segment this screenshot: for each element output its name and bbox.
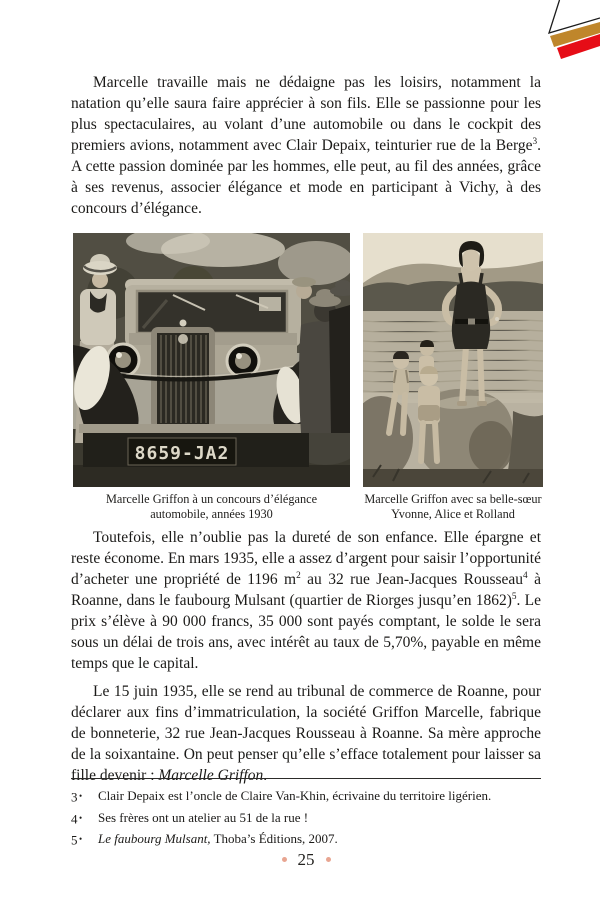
footnote-3 <box>71 786 541 808</box>
footnote-text <box>98 829 541 851</box>
paragraph-text: Le 15 juin 1935, elle se rend au tribunal de commerce de Roanne, pour déclarer aux fins d’immatriculation, la société Griffon Marcelle, fabrique de bonneterie, 32 rue Jean-Jacques Rousseau à Roanne. Sa mère approche de la soixantaine. On peut penser qu’elle s’efface totalement pour laisser sa fille devenir : <box>71 683 541 784</box>
photo-row <box>73 233 543 522</box>
footnotes-section <box>71 778 541 851</box>
caption-line: Marcelle Griffon avec sa belle-sœur <box>364 492 542 506</box>
corner-ribbon-decoration <box>530 0 600 70</box>
body-paragraph-2 <box>71 527 541 674</box>
footnote-4 <box>71 808 541 830</box>
photo-car-concours <box>73 233 350 487</box>
company-name-italic: Marcelle Griffon <box>158 767 264 784</box>
caption-line: automobile, années 1930 <box>150 507 273 521</box>
footnote-digit: 5 <box>71 832 78 848</box>
license-plate-text: 8659-JA2 <box>134 443 230 464</box>
footnote-text <box>98 786 541 808</box>
footnote-digit: 4 <box>71 811 78 826</box>
paragraph-text: . A cette passion dominée par les hommes, elle peut, au fil des années, grâce à ses revenus, associer élégance et mode en participant à Vichy, à des concours d’élégance. <box>71 137 541 217</box>
figure-car-concours <box>73 233 350 522</box>
photo-lake-family <box>363 233 543 487</box>
caption-line: Marcelle Griffon à un concours d’élégance <box>105 492 318 506</box>
footnote-plain-part: Clair Depaix est l’oncle de Claire Van-Khin, écrivaine du territoire ligérien. <box>98 788 492 803</box>
footnote-plain-part: Thoba’s Éditions, 2007. <box>210 831 338 846</box>
page-number-dot-right <box>326 857 331 862</box>
footnote-5 <box>71 829 541 851</box>
squared-exponent: 2 <box>296 570 301 581</box>
paragraph-text: Marcelle travaille mais ne dédaigne pas les loisirs, notamment la natation qu’elle saura faire apprécier à son fils. Elle se passionne pour les plus spectaculaires, au volant d’une automobile ou dans le cockpit des premiers avions, notamment avec Clair Depaix, teinturier rue de la Berge <box>71 74 541 154</box>
footnote-number <box>71 808 98 830</box>
page-footer <box>0 850 600 870</box>
paragraph-text: . <box>263 767 268 784</box>
body-paragraph-1 <box>71 72 541 219</box>
bullet-icon: • <box>79 812 83 823</box>
paragraph-text: à Roanne, dans le faubourg Mulsant (quartier de Riorges jusqu’en 1862) <box>71 571 541 609</box>
paragraph-text: au 32 rue Jean-Jacques Rousseau <box>300 571 524 588</box>
figure-lake-family <box>363 233 543 522</box>
footnote-plain-part: Ses frères ont un atelier au 51 de la rue ! <box>98 809 309 825</box>
body-paragraph-3 <box>71 681 541 786</box>
footnote-digit: 3 <box>71 789 78 805</box>
footnote-italic-part: Le faubourg Mulsant, <box>98 831 211 846</box>
footnote-ref-3: 3 <box>532 136 538 147</box>
paragraph-text: . Le prix s’élève à 90 000 francs, 35 000 sont payés comptant, le solde le sera sous un délai de trois ans, avec intérêt au taux de 5,70%, payable en même temps que le capital. <box>71 592 541 672</box>
caption-right-photo <box>363 492 543 522</box>
page-number: 25 <box>297 850 315 869</box>
footnote-text <box>98 808 541 830</box>
footnote-number <box>71 829 98 851</box>
caption-line: Yvonne, Alice et Rolland <box>391 507 515 521</box>
paragraph-text: Toutefois, elle n’oublie pas la dureté de son enfance. Elle épargne et reste économe. En mars 1935, elle a assez d’argent pour saisir l’opportunité d’acheter une propriété de 1196 m <box>71 529 541 588</box>
footnote-ref-4: 4 <box>523 570 528 581</box>
page-number-dot-left <box>282 857 287 862</box>
footnote-number <box>71 786 98 808</box>
bullet-icon: • <box>79 834 83 844</box>
bullet-icon: • <box>79 791 83 801</box>
footnote-ref-5: 5 <box>511 591 517 602</box>
caption-left-photo <box>73 492 350 522</box>
